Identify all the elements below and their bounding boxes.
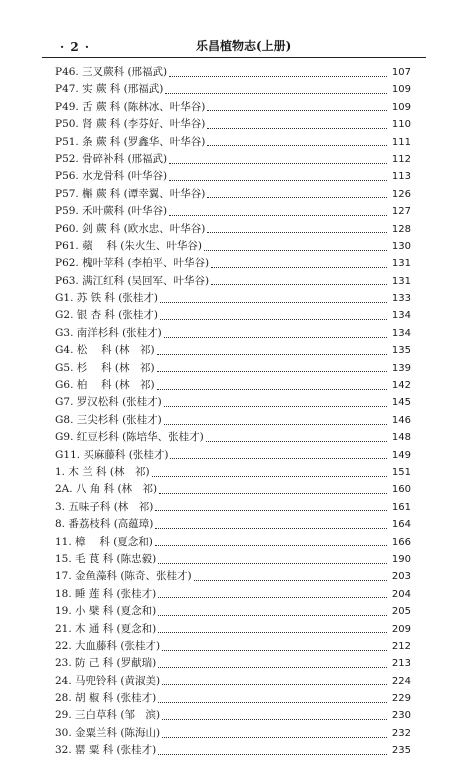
book-title: 乐昌植物志(上册)	[196, 39, 292, 53]
toc-entry-label: P50. 肾 蕨 科 (李芬好、叶华谷)	[55, 118, 206, 131]
toc-entry-page: 166	[391, 536, 411, 548]
toc-entry-page: 131	[391, 275, 411, 287]
toc-entry-label: G1. 苏 铁 科 (张桂才)	[55, 292, 158, 305]
toc-entry	[55, 81, 411, 98]
toc-entry-label: G2. 银 杏 科 (张桂才)	[55, 309, 158, 322]
toc-entry-label: 28. 胡 椒 科 (张桂才)	[55, 692, 157, 705]
toc-entry-label: G9. 红豆杉科 (陈培华、张桂才)	[55, 431, 204, 444]
toc-entry	[55, 586, 411, 603]
toc-entry-page: 224	[391, 675, 411, 687]
dot-leader	[158, 666, 387, 668]
toc-entry	[55, 221, 411, 238]
toc-entry	[55, 360, 411, 377]
toc-entry	[55, 255, 411, 272]
toc-entry-page: 209	[391, 623, 411, 635]
toc-entry	[55, 568, 411, 585]
dot-leader	[207, 144, 387, 146]
toc-entry-label: P47. 实 蕨 科 (邢福武)	[55, 83, 164, 96]
dot-leader	[204, 249, 387, 251]
toc-entry-label: 21. 木 通 科 (夏念和)	[55, 622, 157, 635]
toc-entry-page: 151	[391, 466, 411, 478]
toc-entry-page: 134	[391, 310, 411, 322]
toc-entry	[55, 116, 411, 133]
toc-entry-page: 135	[391, 345, 411, 357]
dot-leader	[165, 92, 387, 94]
toc-entry-page: 130	[391, 240, 411, 252]
toc-entry	[55, 742, 411, 759]
dot-leader	[207, 231, 387, 233]
toc-entry	[55, 673, 411, 690]
toc-entry-page: 205	[391, 606, 411, 618]
toc-entry	[55, 307, 411, 324]
toc-entry-page: 126	[391, 188, 411, 200]
toc-entry-page: 235	[391, 745, 411, 757]
toc-entry-label: 19. 小 檗 科 (夏念和)	[55, 605, 157, 618]
toc-entry-page: 131	[391, 258, 411, 270]
toc-entry	[55, 481, 411, 498]
toc-entry	[55, 290, 411, 307]
dot-leader	[158, 614, 387, 616]
toc-entry	[55, 690, 411, 707]
toc-entry	[55, 429, 411, 446]
dot-leader	[169, 214, 387, 216]
toc-entry-page: 113	[391, 171, 411, 183]
dot-leader	[157, 388, 387, 390]
dot-leader	[164, 423, 387, 425]
dot-leader	[155, 544, 387, 546]
toc-entry	[55, 99, 411, 116]
table-of-contents	[55, 64, 411, 760]
dot-leader	[194, 579, 387, 581]
toc-entry-label: 1. 木 兰 科 (林 祁)	[55, 465, 150, 478]
toc-entry-label: P49. 舌 蕨 科 (陈林冰、叶华谷)	[55, 100, 206, 113]
toc-entry-page: 203	[391, 571, 411, 583]
toc-entry-page: 110	[391, 119, 411, 131]
toc-entry	[55, 534, 411, 551]
toc-entry	[55, 134, 411, 151]
page-number: · 2 ·	[60, 40, 91, 54]
toc-entry-page: 149	[391, 449, 411, 461]
dot-leader	[211, 283, 387, 285]
toc-entry-page: 142	[391, 380, 411, 392]
toc-entry-page: 134	[391, 327, 411, 339]
toc-entry	[55, 621, 411, 638]
toc-entry-label: P63. 满江红科 (吴回军、叶华谷)	[55, 274, 210, 287]
dot-leader	[160, 318, 387, 320]
toc-entry-page: 160	[391, 484, 411, 496]
toc-entry-label: 32. 罂 粟 科 (张桂才)	[55, 744, 157, 757]
dot-leader	[164, 336, 387, 338]
toc-entry-page: 146	[391, 414, 411, 426]
toc-entry-page: 161	[391, 501, 411, 513]
toc-entry	[55, 151, 411, 168]
toc-entry-label: P51. 条 蕨 科 (罗鑫华、叶华谷)	[55, 135, 206, 148]
dot-leader	[169, 162, 387, 164]
toc-entry-label: P57. 槲 蕨 科 (谭幸翼、叶华谷)	[55, 187, 206, 200]
toc-entry-page: 212	[391, 640, 411, 652]
toc-entry-page: 145	[391, 397, 411, 409]
toc-entry-page: 204	[391, 588, 411, 600]
toc-entry	[55, 203, 411, 220]
toc-entry-page: 213	[391, 658, 411, 670]
toc-entry	[55, 273, 411, 290]
toc-entry-page: 128	[391, 223, 411, 235]
toc-entry-page: 139	[391, 362, 411, 374]
dot-leader	[206, 440, 387, 442]
toc-entry	[55, 377, 411, 394]
dot-leader	[157, 370, 387, 372]
toc-entry-page: 133	[391, 293, 411, 305]
toc-entry-label: G7. 罗汉松科 (张桂才)	[55, 396, 162, 409]
toc-entry-label: P61. 蘋 科 (朱火生、叶华谷)	[55, 239, 202, 252]
dot-leader	[162, 649, 387, 651]
toc-entry-page: 232	[391, 727, 411, 739]
toc-entry	[55, 707, 411, 724]
dot-leader	[164, 405, 387, 407]
toc-entry-label: G11. 买麻藤科 (张桂才)	[55, 448, 169, 461]
toc-entry-label: P56. 水龙骨科 (叶华谷)	[55, 170, 168, 183]
dot-leader	[162, 718, 387, 720]
toc-entry-label: P59. 禾叶蕨科 (叶华谷)	[55, 205, 168, 218]
toc-entry-page: 107	[391, 67, 411, 78]
toc-entry-label: G4. 松 科 (林 祁)	[55, 344, 155, 357]
dot-leader	[162, 736, 387, 738]
dot-leader	[155, 509, 387, 511]
toc-entry	[55, 499, 411, 516]
toc-entry-label: G6. 柏 科 (林 祁)	[55, 379, 155, 392]
toc-entry	[55, 238, 411, 255]
header-rule	[42, 57, 426, 58]
toc-entry-page: 127	[391, 206, 411, 218]
dot-leader	[169, 179, 387, 181]
toc-entry	[55, 325, 411, 342]
toc-entry-label: 23. 防 己 科 (罗献瑞)	[55, 657, 157, 670]
toc-entry	[55, 64, 411, 81]
dot-leader	[207, 196, 387, 198]
dot-leader	[211, 266, 387, 268]
toc-entry-label: 15. 毛 茛 科 (陈忠毅)	[55, 552, 157, 565]
toc-entry-label: 18. 睡 莲 科 (张桂才)	[55, 587, 157, 600]
dot-leader	[170, 457, 387, 459]
dot-leader	[162, 683, 387, 685]
dot-leader	[158, 753, 387, 755]
toc-entry-label: G3. 南洋杉科 (张桂才)	[55, 326, 162, 339]
toc-entry-page: 111	[391, 136, 411, 148]
toc-entry-label: 24. 马兜铃科 (黄淑美)	[55, 674, 161, 687]
toc-entry	[55, 394, 411, 411]
toc-entry-label: P60. 剑 蕨 科 (欧水忠、叶华谷)	[55, 222, 206, 235]
dot-leader	[158, 631, 387, 633]
toc-entry-label: 11. 樟 科 (夏念和)	[55, 535, 153, 548]
toc-entry-page: 190	[391, 553, 411, 565]
toc-entry	[55, 168, 411, 185]
toc-entry-page: 164	[391, 519, 411, 531]
toc-entry	[55, 447, 411, 464]
toc-entry-page: 230	[391, 710, 411, 722]
dot-leader	[160, 301, 387, 303]
toc-entry	[55, 725, 411, 742]
toc-entry-label: G5. 杉 科 (林 祁)	[55, 361, 155, 374]
toc-entry	[55, 464, 411, 481]
toc-entry-page: 109	[391, 84, 411, 96]
dot-leader	[158, 701, 387, 703]
dot-leader	[157, 353, 387, 355]
toc-entry-label: 8. 番荔枝科 (高蕴璋)	[55, 518, 154, 531]
dot-leader	[159, 492, 387, 494]
toc-entry	[55, 551, 411, 568]
toc-entry	[55, 655, 411, 672]
toc-entry	[55, 603, 411, 620]
toc-entry	[55, 638, 411, 655]
toc-entry	[55, 516, 411, 533]
toc-entry	[55, 186, 411, 203]
toc-entry-page: 112	[391, 153, 411, 165]
toc-entry	[55, 412, 411, 429]
toc-entry-label: P52. 骨碎补科 (邢福武)	[55, 152, 168, 165]
toc-entry-label: G8. 三尖杉科 (张桂才)	[55, 413, 162, 426]
page-header	[0, 0, 450, 62]
toc-entry-label: P62. 槐叶苹科 (李柏平、叶华谷)	[55, 257, 210, 270]
dot-leader	[169, 75, 387, 77]
toc-entry-label: 29. 三白草科 (邹 滨)	[55, 709, 161, 722]
toc-entry-label: 17. 金鱼藻科 (陈奇、张桂才)	[55, 570, 192, 583]
toc-entry-label: 3. 五味子科 (林 祁)	[55, 500, 154, 513]
toc-entry-page: 229	[391, 693, 411, 705]
toc-entry-label: 2A. 八 角 科 (林 祁)	[55, 483, 158, 496]
dot-leader	[152, 475, 387, 477]
toc-entry	[55, 342, 411, 359]
toc-entry-page: 109	[391, 101, 411, 113]
toc-entry-page: 148	[391, 432, 411, 444]
toc-entry-label: P46. 三叉蕨科 (邢福武)	[55, 66, 168, 78]
dot-leader	[207, 127, 387, 129]
dot-leader	[158, 596, 387, 598]
toc-entry-label: 22. 大血藤科 (张桂才)	[55, 639, 161, 652]
dot-leader	[155, 527, 387, 529]
dot-leader	[207, 109, 387, 111]
toc-entry-label: 30. 金粟兰科 (陈海山)	[55, 726, 161, 739]
dot-leader	[158, 562, 387, 564]
